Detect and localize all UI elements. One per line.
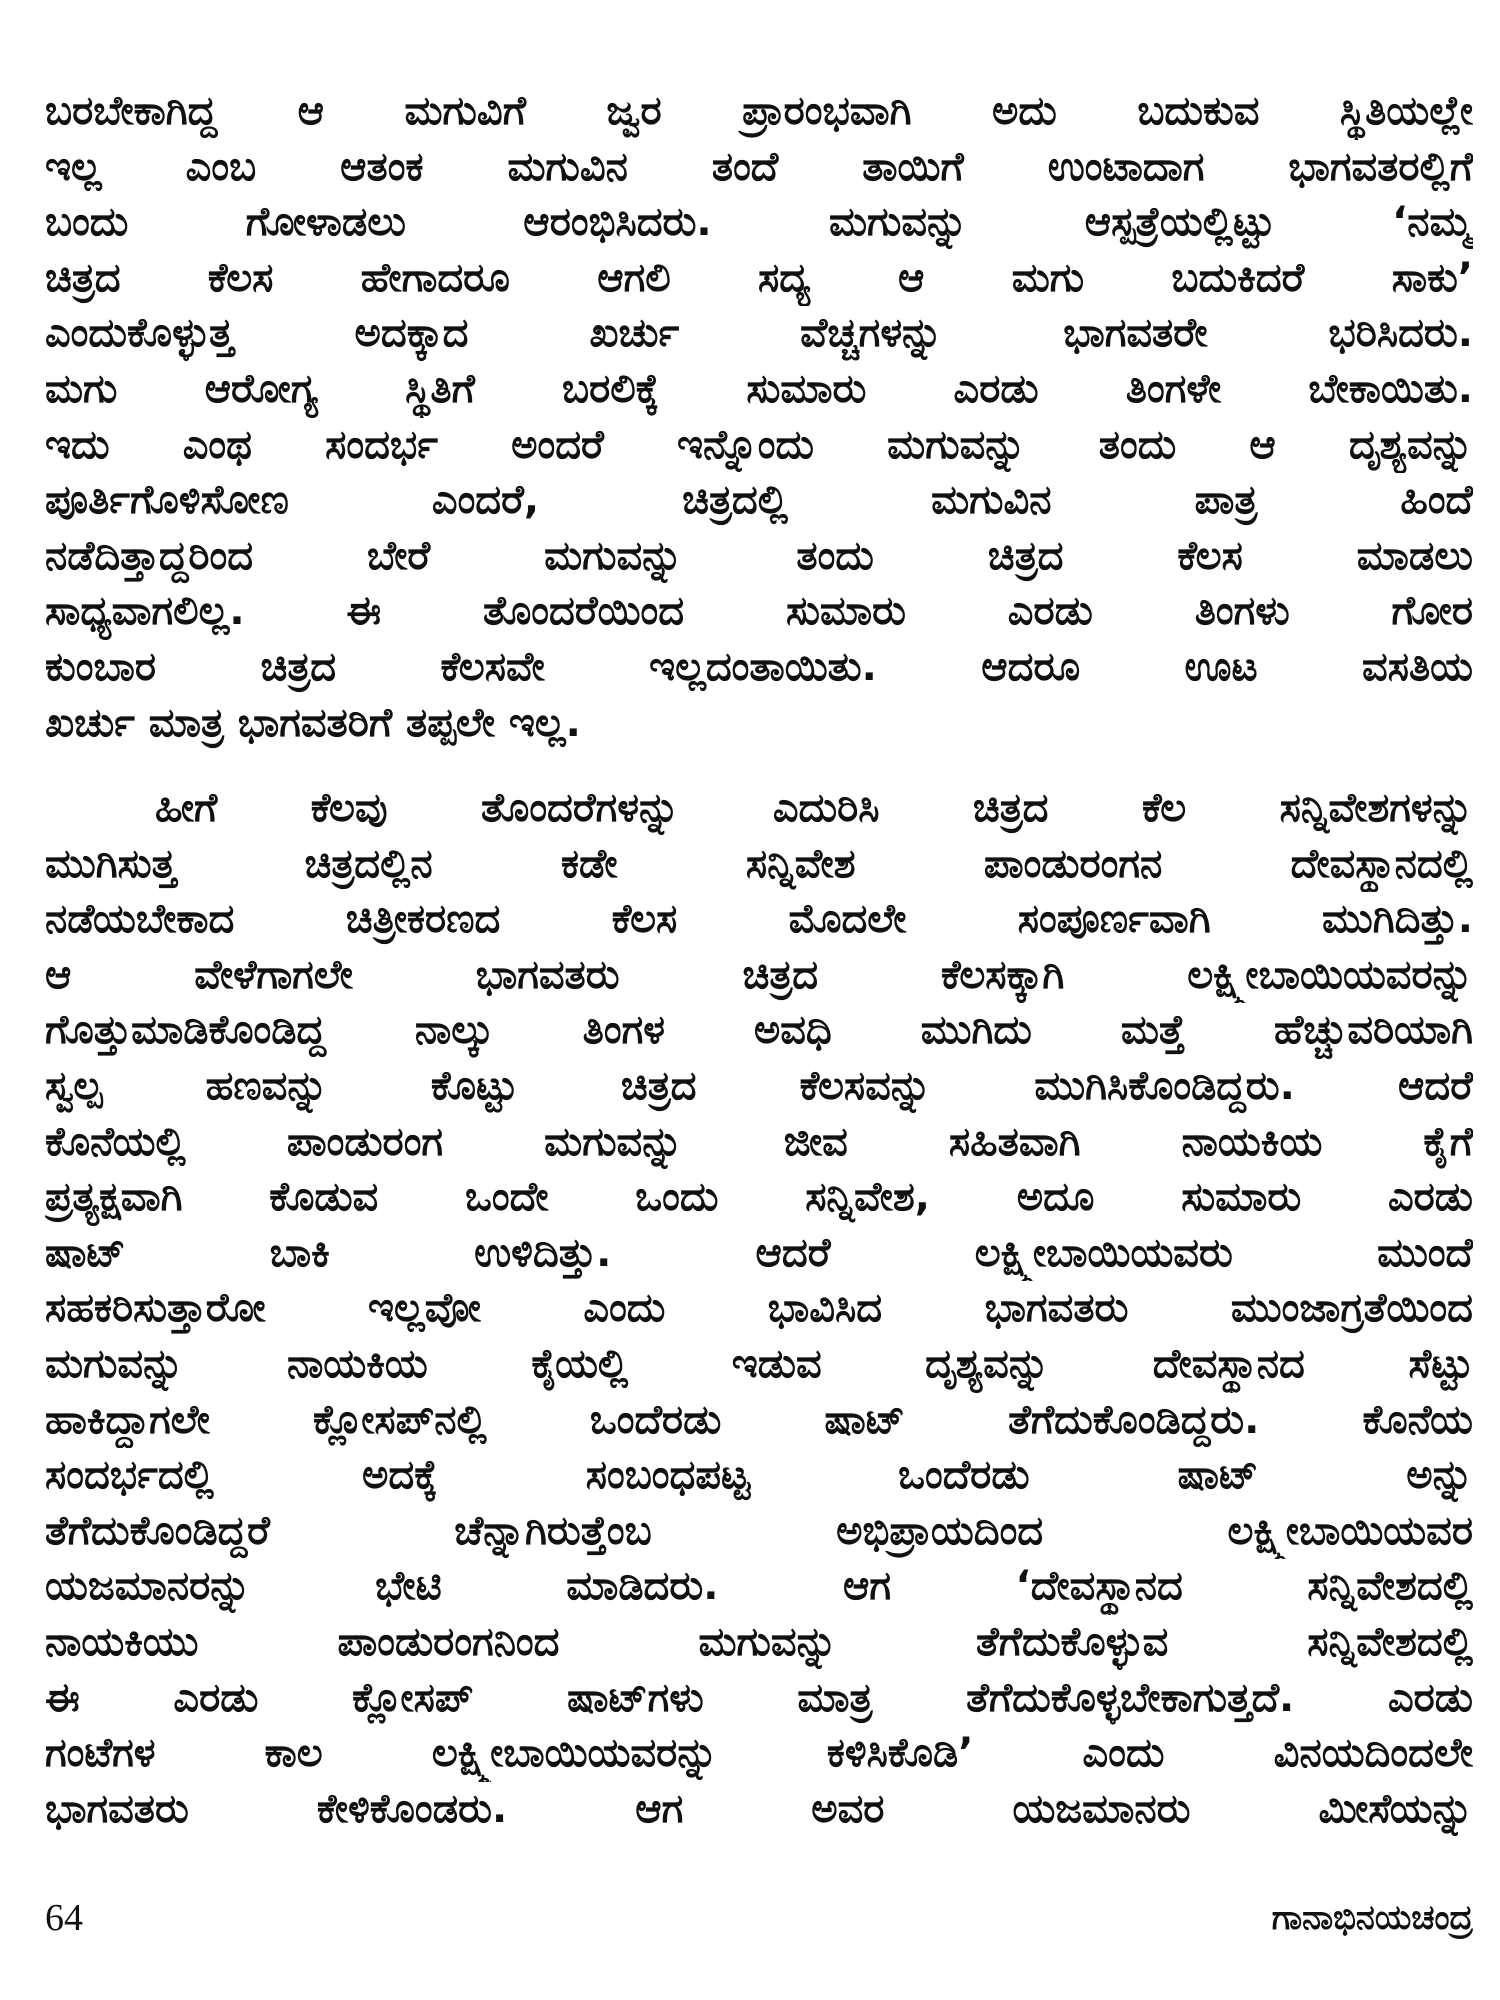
text-line: ಮಗುವನ್ನು ನಾಯಕಿಯ ಕೈಯಲ್ಲಿ ಇಡುವ ದೃಶ್ಯವನ್ನು ದೇವಸ್ಥಾನದ ಸೆಟ್ಟು [45,1340,1473,1387]
text-line: ತೆಗೆದುಕೊಂಡಿದ್ದರೆ ಚೆನ್ನಾಗಿರುತ್ತೆಂಬ ಅಭಿಪ್ರಾಯದಿಂದ ಲಕ್ಷ್ಮೀಬಾಯಿಯವರ [45,1507,1473,1554]
text-line: ಮುಗಿಸುತ್ತ ಚಿತ್ರದಲ್ಲಿನ ಕಡೇ ಸನ್ನಿವೇಶ ಪಾಂಡುರಂಗನ ದೇವಸ್ಥಾನದಲ್ಲಿ [45,840,1473,887]
text-line: ಗಂಟೆಗಳ ಕಾಲ ಲಕ್ಷ್ಮೀಬಾಯಿಯವರನ್ನು ಕಳಿಸಿಕೊಡಿ’ ಎಂದು ವಿನಯದಿಂದಲೇ [45,1730,1473,1777]
text-line: ಪೂರ್ತಿಗೊಳಿಸೋಣ ಎಂದರೆ, ಚಿತ್ರದಲ್ಲಿ ಮಗುವಿನ ಪಾತ್ರ ಹಿಂದೆ [45,477,1473,524]
text-line: ಇದು ಎಂಥ ಸಂದರ್ಭ ಅಂದರೆ ಇನ್ನೊಂದು ಮಗುವನ್ನು ತಂದು ಆ ದೃಶ್ಯವನ್ನು [45,421,1473,468]
text-line: ಸಂದರ್ಭದಲ್ಲಿ ಅದಕ್ಕೆ ಸಂಬಂಧಪಟ್ಟ ಒಂದೆರಡು ಷಾಟ್ ಅನ್ನು [45,1452,1473,1499]
text-line: ಸ್ವಲ್ಪ ಹಣವನ್ನು ಕೊಟ್ಟು ಚಿತ್ರದ ಕೆಲಸವನ್ನು ಮುಗಿಸಿಕೊಂಡಿದ್ದರು. ಆದರೆ [45,1062,1473,1109]
text-line: ಕುಂಬಾರ ಚಿತ್ರದ ಕೆಲಸವೇ ಇಲ್ಲದಂತಾಯಿತು. ಆದರೂ ಊಟ ವಸತಿಯ [45,643,1473,690]
text-line: ನಡೆಯಬೇಕಾದ ಚಿತ್ರೀಕರಣದ ಕೆಲಸ ಮೊದಲೇ ಸಂಪೂರ್ಣವಾಗಿ ಮುಗಿದಿತ್ತು. [45,896,1473,943]
text-line: ಗೊತ್ತುಮಾಡಿಕೊಂಡಿದ್ದ ನಾಲ್ಕು ತಿಂಗಳ ಅವಧಿ ಮುಗಿದು ಮತ್ತೆ ಹೆಚ್ಚುವರಿಯಾಗಿ [45,1007,1473,1054]
text-line: ಈ ಎರಡು ಕ್ಲೋಸಪ್ ಷಾಟ್‌ಗಳು ಮಾತ್ರ ತೆಗೆದುಕೊಳ್ಳಬೇಕಾಗುತ್ತದೆ. ಎರಡು [45,1674,1473,1721]
text-line: ನಾಯಕಿಯು ಪಾಂಡುರಂಗನಿಂದ ಮಗುವನ್ನು ತೆಗೆದುಕೊಳ್ಳುವ ಸನ್ನಿವೇಶದಲ್ಲಿ [45,1618,1473,1665]
text-line: ಸಾಧ್ಯವಾಗಲಿಲ್ಲ. ಈ ತೊಂದರೆಯಿಂದ ಸುಮಾರು ಎರಡು ತಿಂಗಳು ಗೋರ [45,588,1473,635]
text-line: ಬರಬೇಕಾಗಿದ್ದ ಆ ಮಗುವಿಗೆ ಜ್ವರ ಪ್ರಾರಂಭವಾಗಿ ಅದು ಬದುಕುವ ಸ್ಥಿತಿಯಲ್ಲೇ [45,88,1473,134]
text-line: ಹಾಕಿದ್ದಾಗಲೇ ಕ್ಲೋಸಪ್‌ನಲ್ಲಿ ಒಂದೆರಡು ಷಾಟ್ ತೆಗೆದುಕೊಂಡಿದ್ದರು. ಕೊನೆಯ [45,1396,1473,1443]
text-line: ಭಾಗವತರು ಕೇಳಿಕೊಂಡರು. ಆಗ ಅವರ ಯಜಮಾನರು ಮೀಸೆಯನ್ನು [45,1785,1473,1832]
text-line: ಷಾಟ್ ಬಾಕಿ ಉಳಿದಿತ್ತು. ಆದರೆ ಲಕ್ಷ್ಮೀಬಾಯಿಯವರು ಮುಂದೆ [45,1229,1473,1276]
paragraph-1 [45,84,1473,751]
text-line: ನಡೆದಿತ್ತಾದ್ದರಿಂದ ಬೇರೆ ಮಗುವನ್ನು ತಂದು ಚಿತ್ರದ ಕೆಲಸ ಮಾಡಲು [45,532,1473,579]
text-line: ಚಿತ್ರದ ಕೆಲಸ ಹೇಗಾದರೂ ಆಗಲಿ ಸದ್ಯ ಆ ಮಗು ಬದುಕಿದರೆ ಸಾಕು’ [45,254,1473,301]
page-number: 64 [45,1897,83,1939]
running-title: ಗಾನಾಭಿನಯಚಂದ್ರ [1271,1898,1473,1938]
text-line: ಯಜಮಾನರನ್ನು ಭೇಟಿ ಮಾಡಿದರು. ಆಗ ‘ದೇವಸ್ಥಾನದ ಸನ್ನಿವೇಶದಲ್ಲಿ [45,1563,1473,1610]
text-line: ಕೊನೆಯಲ್ಲಿ ಪಾಂಡುರಂಗ ಮಗುವನ್ನು ಜೀವ ಸಹಿತವಾಗಿ ನಾಯಕಿಯ ಕೈಗೆ [45,1118,1473,1165]
text-line: ಬಂದು ಗೋಳಾಡಲು ಆರಂಭಿಸಿದರು. ಮಗುವನ್ನು ಆಸ್ಪತ್ರೆಯಲ್ಲಿಟ್ಟು ‘ನಮ್ಮ [45,199,1473,246]
text-line: ಸಹಕರಿಸುತ್ತಾರೋ ಇಲ್ಲವೋ ಎಂದು ಭಾವಿಸಿದ ಭಾಗವತರು ಮುಂಜಾಗ್ರತೆಯಿಂದ [45,1285,1473,1332]
text-line: ಹೀಗೆ ಕೆಲವು ತೊಂದರೆಗಳನ್ನು ಎದುರಿಸಿ ಚಿತ್ರದ ಕೆಲ ಸನ್ನಿವೇಶಗಳನ್ನು [155,785,1473,831]
text-line: ಆ ವೇಳೆಗಾಗಲೇ ಭಾಗವತರು ಚಿತ್ರದ ಕೆಲಸಕ್ಕಾಗಿ ಲಕ್ಷ್ಮೀಬಾಯಿಯವರನ್ನು [45,951,1473,998]
page-footer [45,1888,1473,1948]
text-line: ಎಂದುಕೊಳ್ಳುತ್ತ ಅದಕ್ಕಾದ ಖರ್ಚು ವೆಚ್ಚಗಳನ್ನು ಭಾಗವತರೇ ಭರಿಸಿದರು. [45,310,1473,357]
text-line: ಖರ್ಚು ಮಾತ್ರ ಭಾಗವತರಿಗೆ ತಪ್ಪಲೇ ಇಲ್ಲ. [45,699,581,746]
text-line: ಮಗು ಆರೋಗ್ಯ ಸ್ಥಿತಿಗೆ ಬರಲಿಕ್ಕೆ ಸುಮಾರು ಎರಡು ತಿಂಗಳೇ ಬೇಕಾಯಿತು. [45,365,1473,412]
text-line: ಪ್ರತ್ಯಕ್ಷವಾಗಿ ಕೊಡುವ ಒಂದೇ ಒಂದು ಸನ್ನಿವೇಶ, ಅದೂ ಸುಮಾರು ಎರಡು [45,1174,1473,1221]
text-line: ಇಲ್ಲ ಎಂಬ ಆತಂಕ ಮಗುವಿನ ತಂದೆ ತಾಯಿಗೆ ಉಂಟಾದಾಗ ಭಾಗವತರಲ್ಲಿಗೆ [45,143,1473,190]
paragraph-2 [45,781,1473,1837]
